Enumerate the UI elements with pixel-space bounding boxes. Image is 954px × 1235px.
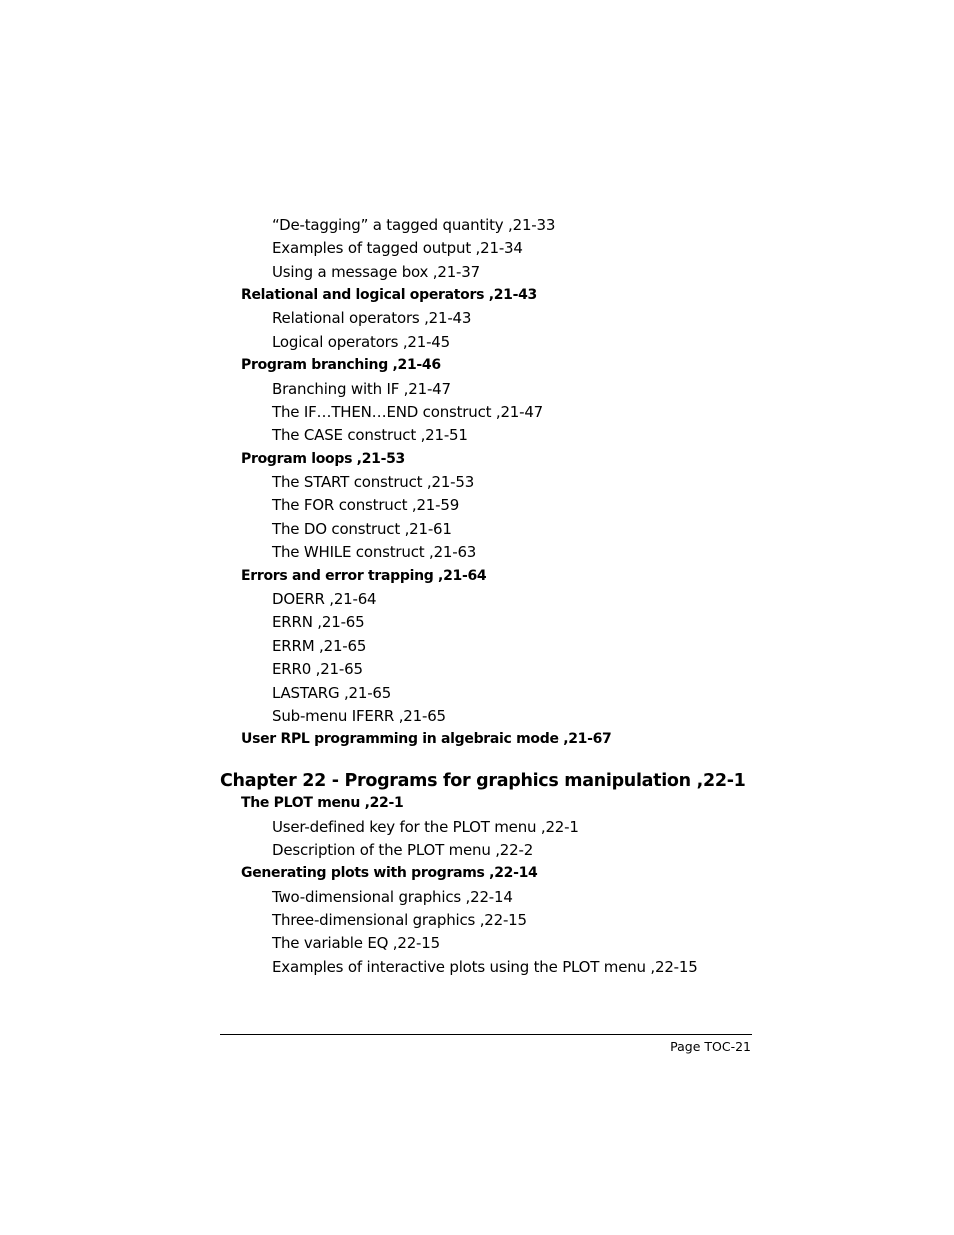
toc-entry: The CASE construct ,21-51: [272, 426, 468, 444]
toc-entry: Description of the PLOT menu ,22-2: [272, 841, 534, 859]
toc-entry: DOERR ,21-64: [272, 590, 377, 608]
toc-entry: Examples of interactive plots using the PLOT menu ,22-15: [272, 958, 698, 976]
toc-entry: The variable EQ ,22-15: [272, 934, 440, 952]
toc-entry: Branching with IF ,21-47: [272, 380, 451, 398]
toc-entry: Logical operators ,21-45: [272, 333, 450, 351]
toc-section-heading: The PLOT menu ,22-1: [241, 795, 404, 811]
toc-entry: The IF…THEN…END construct ,21-47: [272, 403, 544, 421]
toc-section-heading: Generating plots with programs ,22-14: [241, 865, 538, 881]
footer-divider: [220, 1034, 752, 1035]
toc-entry: User-defined key for the PLOT menu ,22-1: [272, 818, 579, 836]
page-number: Page TOC-21: [670, 1039, 751, 1054]
toc-entry: Examples of tagged output ,21-34: [272, 239, 523, 257]
toc-section-heading: Errors and error trapping ,21-64: [241, 568, 487, 584]
toc-entry: The START construct ,21-53: [272, 473, 475, 491]
toc-section-heading: User RPL programming in algebraic mode ,21-67: [241, 731, 612, 747]
toc-entry: ERRN ,21-65: [272, 613, 365, 631]
toc-entry: The FOR construct ,21-59: [272, 496, 460, 514]
toc-entry: Two-dimensional graphics ,22-14: [272, 888, 513, 906]
toc-entry: Using a message box ,21-37: [272, 263, 480, 281]
toc-chapter-heading: Chapter 22 - Programs for graphics manipulation ,22-1: [220, 771, 746, 791]
toc-entry: ERRM ,21-65: [272, 637, 367, 655]
toc-entry: Sub-menu IFERR ,21-65: [272, 707, 446, 725]
toc-entry: The DO construct ,21-61: [272, 520, 452, 538]
toc-section-heading: Program loops ,21-53: [241, 451, 405, 467]
toc-entry: Relational operators ,21-43: [272, 309, 472, 327]
toc-entry: LASTARG ,21-65: [272, 684, 392, 702]
toc-entry: The WHILE construct ,21-63: [272, 543, 477, 561]
toc-entry: ERR0 ,21-65: [272, 660, 363, 678]
toc-section-heading: Program branching ,21-46: [241, 357, 441, 373]
toc-section-heading: Relational and logical operators ,21-43: [241, 287, 537, 303]
toc-entry: Three-dimensional graphics ,22-15: [272, 911, 527, 929]
toc-entry: “De-tagging” a tagged quantity ,21-33: [272, 216, 556, 234]
